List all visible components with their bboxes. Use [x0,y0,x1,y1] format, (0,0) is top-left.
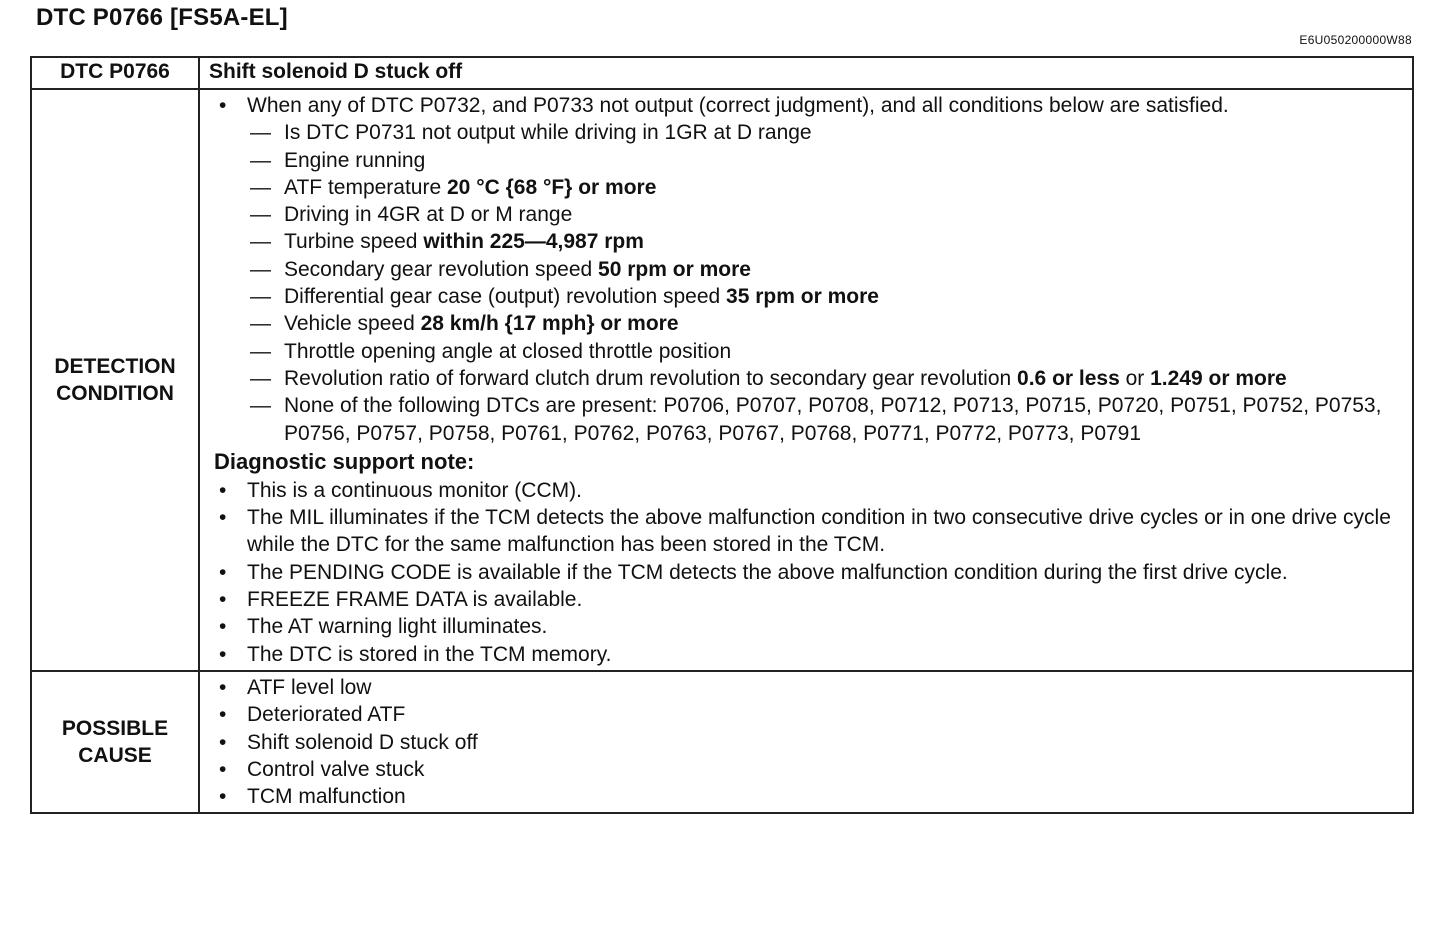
possible-cause-item [214,756,1404,783]
diagnostic-note-text: The MIL illuminates if the TCM detects the above malfunction condition in two consecutive drive cycles or in one drive cycle while the DTC for the same malfunction has been stored in the TCM. [247,506,1391,557]
condition-item [250,201,1404,228]
condition-value: 50 rpm or more [598,257,751,281]
diagnostic-note-item [214,613,1404,640]
condition-text: Secondary gear revolution speed [284,257,599,281]
condition-item [250,228,1404,255]
detection-condition-row [31,89,1413,671]
condition-text: ATF temperature [284,175,447,199]
condition-text: Is DTC P0731 not output while driving in 1GR at D range [284,121,812,145]
ratio-value-high: 1.249 or more [1150,366,1287,390]
ratio-connector: or [1119,366,1151,390]
diagnostic-note-text: This is a continuous monitor (CCM). [247,478,582,502]
condition-item [250,310,1404,337]
possible-cause-list [214,674,1404,810]
page-title: DTC P0766 [FS5A-EL] [36,4,288,31]
diagnostic-note-text: The AT warning light illuminates. [247,615,548,639]
condition-text: Vehicle speed [284,312,421,336]
possible-cause-text: TCM malfunction [247,785,406,809]
condition-item [250,147,1404,174]
detection-label-line1: DETECTION [54,354,176,378]
possible-cause-item [214,783,1404,810]
condition-text: Driving in 4GR at D or M range [284,203,573,227]
condition-value: 20 °C {68 °F} or more [447,175,657,199]
ratio-value-low: 0.6 or less [1017,366,1120,390]
ratio-condition-item [250,365,1404,392]
diagnostic-note-item [214,586,1404,613]
condition-item [250,338,1404,365]
dtc-code-cell: DTC P0766 [31,57,199,89]
condition-value: within 225—4,987 rpm [423,230,644,254]
condition-list [214,119,1404,447]
diagnostic-notes-list [214,477,1404,668]
diagnostic-note-item [214,477,1404,504]
diagnostic-note-text: The DTC is stored in the TCM memory. [247,642,612,666]
detection-condition-label [31,89,199,671]
condition-item [250,174,1404,201]
condition-item [250,283,1404,310]
possible-cause-content [199,671,1413,813]
diagnostic-note-item [214,504,1404,559]
condition-text: Turbine speed [284,230,424,254]
possible-cause-label-line1: POSSIBLE [61,716,169,740]
condition-text: Differential gear case (output) revolution speed [284,285,727,309]
table-header-row [31,57,1413,89]
possible-cause-text: ATF level low [247,675,372,699]
detection-label-line2: CONDITION [56,381,174,405]
possible-cause-row [31,671,1413,813]
diagnostic-support-heading: Diagnostic support note: [214,448,475,474]
detection-bullet-list [214,92,1404,119]
possible-cause-item [214,701,1404,728]
diagnostic-note-text: FREEZE FRAME DATA is available. [247,588,583,612]
diagnostic-note-text: The PENDING CODE is available if the TCM detects the above malfunction condition during the first drive cycle. [247,560,1288,584]
excluded-dtcs-text: None of the following DTCs are present: P0706, P0707, P0708, P0712, P0713, P0715, P0720, P0751, P0752, P0753, P0756, P0757, P0758, P0761, P0762, P0763, P0767, P0768, P0771, P0772, P0773, P0791 [284,394,1382,445]
condition-item [250,256,1404,283]
detection-main-bullet [214,92,1404,119]
document-id: E6U050200000W88 [1299,33,1412,47]
possible-cause-item [214,729,1404,756]
detection-main-text: When any of DTC P0732, and P0733 not output (correct judgment), and all conditions below are satisfied. [247,94,1229,117]
possible-cause-item [214,674,1404,701]
possible-cause-text: Deteriorated ATF [247,703,406,727]
diagnostic-note-item [214,641,1404,668]
possible-cause-label-line2: CAUSE [78,744,152,768]
condition-text: Throttle opening angle at closed throttle position [284,339,732,363]
excluded-dtcs-item [250,392,1404,447]
possible-cause-text: Control valve stuck [247,757,425,781]
possible-cause-text: Shift solenoid D stuck off [247,730,478,754]
condition-value: 35 rpm or more [726,285,879,309]
dtc-table [30,56,1414,814]
possible-cause-label [31,671,199,813]
detection-condition-content [199,89,1413,671]
dtc-description-cell: Shift solenoid D stuck off [199,57,1413,89]
condition-item [250,119,1404,146]
diagnostic-note-item [214,559,1404,586]
condition-text: Engine running [284,148,426,172]
condition-value: 28 km/h {17 mph} or more [420,312,679,336]
ratio-condition-text: Revolution ratio of forward clutch drum revolution to secondary gear revolution [284,366,1018,390]
